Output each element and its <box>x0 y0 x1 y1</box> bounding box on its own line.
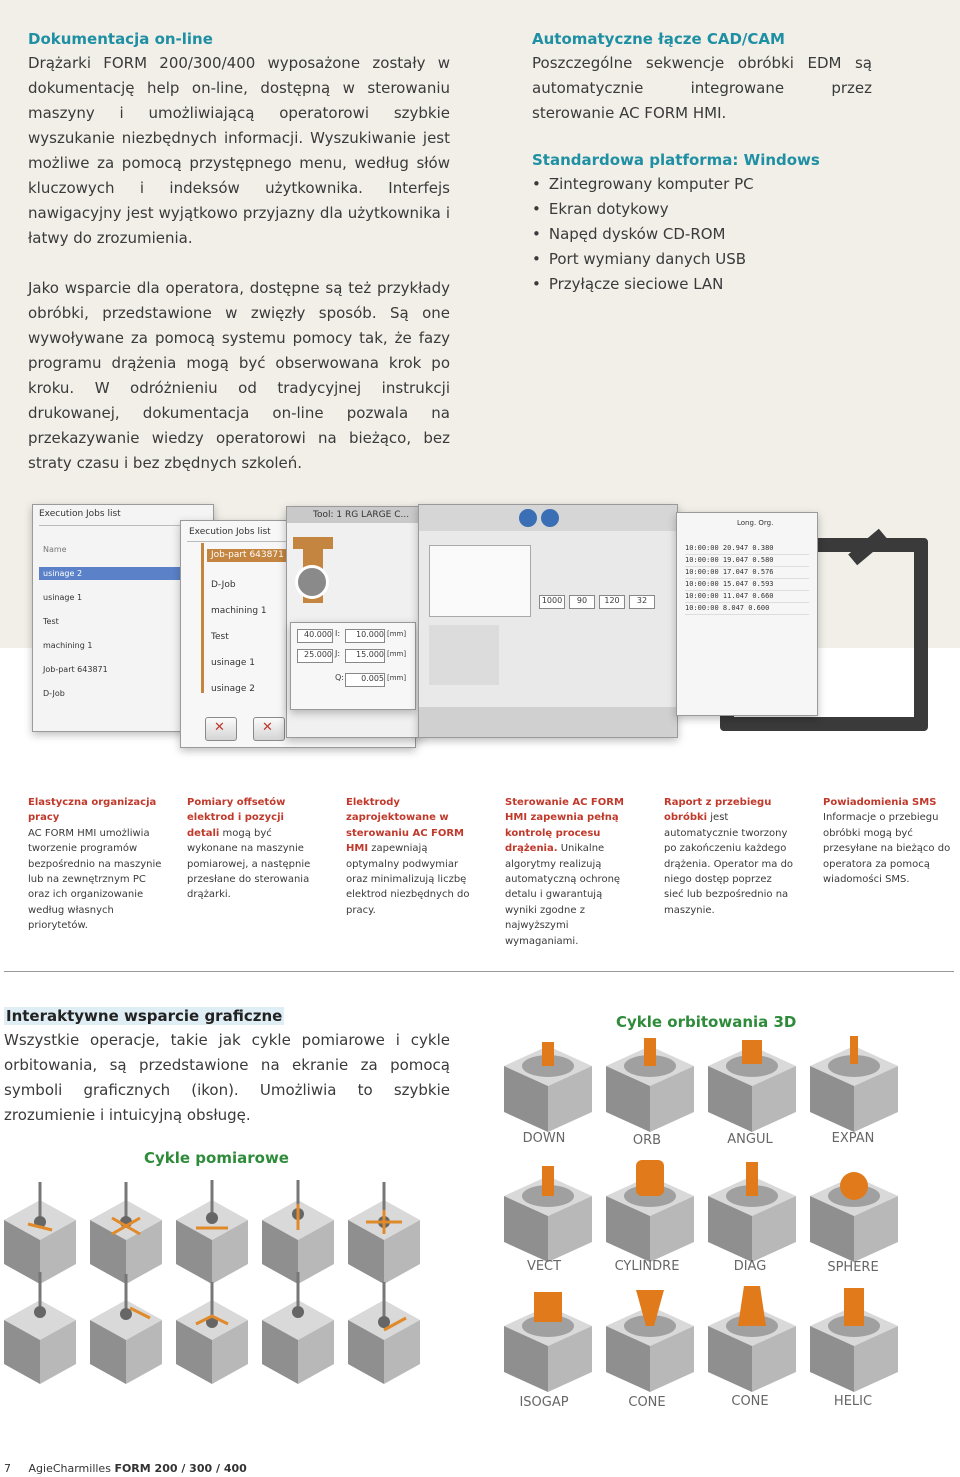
platform-title: Standardowa platforma: Windows <box>532 151 820 169</box>
table-row: 10:00:00 11.047 0.660 <box>685 591 809 603</box>
unit-label: [mm] <box>387 650 407 658</box>
table-row: 10:00:00 17.047 0.576 <box>685 567 809 579</box>
job-row[interactable]: D-Job <box>211 580 236 590</box>
measure-cycle-icon <box>262 1180 334 1284</box>
platform-item: • Napęd dysków CD-ROM <box>532 222 872 247</box>
graphics-title: Interaktywne wsparcie graficzne <box>6 1007 283 1025</box>
orbit-cycle-icon <box>810 1036 898 1132</box>
online-docs-section <box>28 30 450 476</box>
screen-title: Tool: 1 RG LARGE C... <box>313 510 410 520</box>
orbit-cycle-icon <box>606 1038 694 1132</box>
cad-cam-title: Automatyczne łącze CAD/CAM <box>532 30 785 48</box>
feature-heading: Elektrody zaprojektowane w sterowaniu AC FORM HMI <box>346 797 464 855</box>
table-row: 10:00:00 8.047 0.600 <box>685 603 809 615</box>
feature-process-control <box>505 795 635 949</box>
unit-label: [mm] <box>387 674 407 682</box>
job-row[interactable]: usinage 1 <box>211 658 255 668</box>
table-row: 10:00:00 15.047 0.593 <box>685 579 809 591</box>
feature-offset-measurement <box>187 795 317 903</box>
feature-body: jest automatycznie tworzony po zakończeniu każdego drążenia. Operator ma do niego dostęp poprzez sieć lub bezpośrednio na maszynie. <box>664 812 794 916</box>
unit-label: [mm] <box>387 630 407 638</box>
orbit-cycle-icon <box>810 1172 898 1262</box>
value-field[interactable]: 10.000 <box>345 629 385 643</box>
platform-item: • Ekran dotykowy <box>532 197 872 222</box>
platform-item: • Port wymiany danych USB <box>532 247 872 272</box>
orbit-label: DOWN <box>522 1131 566 1146</box>
platform-item: • Przyłącze sieciowe LAN <box>532 272 872 297</box>
value-field[interactable]: 25.000 <box>297 649 333 663</box>
job-row[interactable]: usinage 1 <box>43 593 83 602</box>
job-row[interactable]: Test <box>43 617 59 626</box>
orbit-cycles-icons <box>500 1036 920 1426</box>
job-row[interactable]: Job-part 643871 <box>207 549 295 562</box>
orbit-cycles-title: Cykle orbitowania 3D <box>616 1013 797 1031</box>
feature-heading: Pomiary offsetów elektrod i pozycji detali <box>187 797 286 839</box>
param-label: I: <box>335 629 341 638</box>
close-icon: ✕ <box>262 720 273 735</box>
cad-cam-text: Poszczególne sekwencje obróbki EDM są automatycznie integrowane przez sterowanie AC FORM HMI. <box>532 54 872 122</box>
orbit-cycle-icon <box>708 1162 796 1262</box>
measure-cycle-icon <box>4 1272 76 1384</box>
table-row: 10:00:00 19.047 0.580 <box>685 555 809 567</box>
orbit-cycle-icon <box>708 1040 796 1132</box>
platform-list <box>532 172 872 297</box>
tree-line <box>201 543 204 693</box>
electrode-head-icon <box>293 537 333 549</box>
measure-cycles-icons <box>0 1180 460 1400</box>
feature-body: mogą być wykonane na maszynie pomiarowej, a następnie przesłane do sterowania drążarki. <box>187 827 311 901</box>
page-number: 7 <box>4 1462 11 1475</box>
measure-cycle-icon <box>262 1272 334 1384</box>
page-footer <box>4 1462 247 1475</box>
screens-collage <box>0 490 960 760</box>
orbit-label: HELIC <box>833 1394 873 1409</box>
feature-body: zapewniają optymalny podwymiar oraz minimalizują liczbę elektrod niezbędnych do pracy. <box>346 843 470 916</box>
feature-electrodes <box>346 795 476 918</box>
feature-heading: Elastyczna organizacja pracy <box>28 797 157 824</box>
close-icon: ✕ <box>214 720 225 735</box>
param-label: Q: <box>335 673 344 682</box>
online-docs-title: Dokumentacja on-line <box>28 30 213 48</box>
screen-title: Execution Jobs list <box>189 527 271 537</box>
cancel-button[interactable] <box>253 717 285 741</box>
section-divider <box>4 971 954 972</box>
screen-title: Execution Jobs list <box>39 509 121 519</box>
value-field[interactable]: 1000 <box>539 595 565 609</box>
measure-cycle-icon <box>348 1182 420 1284</box>
feature-heading: Sterowanie AC FORM HMI zapewnia pełną kontrolę procesu drążenia. <box>505 797 624 855</box>
part-3d-view <box>429 625 499 685</box>
orbit-label: EXPAN <box>831 1131 875 1146</box>
orbit-label: CONE <box>731 1394 769 1409</box>
column-header: Name <box>43 545 67 554</box>
measure-cycle-icon <box>348 1282 420 1384</box>
parameter-grid <box>429 545 531 617</box>
job-row[interactable]: Test <box>211 632 229 642</box>
measure-cycle-icon <box>176 1180 248 1284</box>
value-field[interactable]: 40.000 <box>297 629 333 643</box>
online-docs-text <box>28 51 450 476</box>
value-field[interactable]: 0.005 <box>345 673 385 687</box>
orbit-label: DIAG <box>733 1259 767 1274</box>
measure-cycle-icon <box>176 1282 248 1384</box>
job-row[interactable]: machining 1 <box>43 641 93 650</box>
feature-sms <box>823 795 953 887</box>
value-field[interactable]: 90 <box>569 595 595 609</box>
orbit-cycle-icon <box>810 1288 898 1392</box>
graphics-section <box>4 1006 450 1128</box>
screen-report-table <box>676 512 818 716</box>
platform-item: • Zintegrowany komputer PC <box>532 172 872 197</box>
orbit-cycle-icon <box>504 1292 592 1392</box>
orbit-cycle-icon <box>606 1160 694 1262</box>
orbit-cycle-icon <box>504 1166 592 1262</box>
orbit-label: SPHERE <box>827 1260 879 1275</box>
measure-cycle-icon <box>90 1182 162 1284</box>
measure-cycle-icon <box>90 1274 162 1384</box>
feature-report <box>664 795 794 918</box>
feature-heading: Powiadomienia SMS <box>823 797 937 808</box>
orbit-cycle-icon <box>606 1290 694 1392</box>
online-docs-paragraph-1: Drążarki FORM 200/300/400 wyposażone zostały w dokumentację help on-line, dostępną w sterowaniu maszyny i umożliwiającą operatorowi szybkie wyszukanie niezbędnych informacji. Wyszukiwanie jest możliwe za pomocą przystępnego menu, według słów kluczowych i indeksów użytkownika. Interfejs nawigacyjny jest wyjątkowo przyjazny dla użytkownika i łatwy do zrozumienia. <box>28 54 450 247</box>
orbit-label: ANGUL <box>727 1132 773 1147</box>
feature-body: AC FORM HMI umożliwia tworzenie programów bezpośrednio na maszynie lub na zewnętrznym PC oraz ich organizowanie według własnych priorytetów. <box>28 827 162 932</box>
cad-cam-section <box>532 30 872 297</box>
gear-icon[interactable] <box>519 509 537 527</box>
job-row[interactable]: usinage 2 <box>39 567 207 580</box>
settings-icon[interactable] <box>541 509 559 527</box>
value-field[interactable]: 15.000 <box>345 649 385 663</box>
value-field[interactable]: 32 <box>629 595 655 609</box>
param-label: J: <box>335 649 341 658</box>
job-row[interactable]: D-Job <box>43 689 65 698</box>
orbit-label: CYLINDRE <box>614 1259 680 1274</box>
feature-body: Unikalne algorytmy realizują automatyczną ochronę detalu i gwarantują wyniki zgodne z najwyższymi wymaganiami. <box>505 843 621 947</box>
table-row: 10:00:00 20.947 0.380 <box>685 543 809 555</box>
probe-ball-icon <box>295 565 329 599</box>
feature-body: Informacje o przebiegu obróbki mogą być przesyłane na bieżąco do operatora za pomocą wiadomości SMS. <box>823 812 951 886</box>
column-header: Long. Org. <box>737 519 774 527</box>
orbit-label: VECT <box>526 1259 562 1274</box>
orbit-label: ISOGAP <box>519 1395 569 1410</box>
value-field[interactable]: 120 <box>599 595 625 609</box>
measure-cycles-title: Cykle pomiarowe <box>144 1149 289 1167</box>
graphics-text: Wszystkie operacje, takie jak cykle pomiarowe i cykle orbitowania, są przedstawione na ekranie za pomocą symboli graficznych (ikon). Umożliwia to szybkie zrozumienie i intuicyjną obsługę. <box>4 1031 450 1124</box>
online-docs-paragraph-2: Jako wsparcie dla operatora, dostępne są też przykłady obróbki, przedstawione w zwięzły sposób. Są one wywoływane za pomocą systemu pomocy tak, że fazy programu drążenia mogą być obserwowana krok po kroku. W odróżnieniu od tradycyjnej instrukcji drukowanej, dokumentacja on-line pozwala na przekazywanie wiedzy operatorowi na bieżąco, bez straty czasu i bez zbędnych szkoleń. <box>28 279 450 472</box>
measure-cycle-icon <box>4 1182 76 1284</box>
model-name: FORM 200 / 300 / 400 <box>114 1462 247 1475</box>
feature-heading: Raport z przebiegu obróbki <box>664 797 772 824</box>
orbit-cycle-icon <box>708 1286 796 1392</box>
job-row[interactable]: usinage 2 <box>211 684 255 694</box>
job-row[interactable]: Job-part 643871 <box>43 665 108 674</box>
orbit-label: CONE <box>628 1395 666 1410</box>
job-row[interactable]: machining 1 <box>211 606 267 616</box>
orbit-label: ORB <box>632 1133 662 1148</box>
screen-values-panel <box>290 622 416 710</box>
screen-process-control <box>418 504 678 738</box>
orbit-cycle-icon <box>504 1042 592 1132</box>
delete-button[interactable] <box>205 717 237 741</box>
feature-flexible-organization <box>28 795 168 934</box>
brand-name: AgieCharmilles <box>28 1462 111 1475</box>
